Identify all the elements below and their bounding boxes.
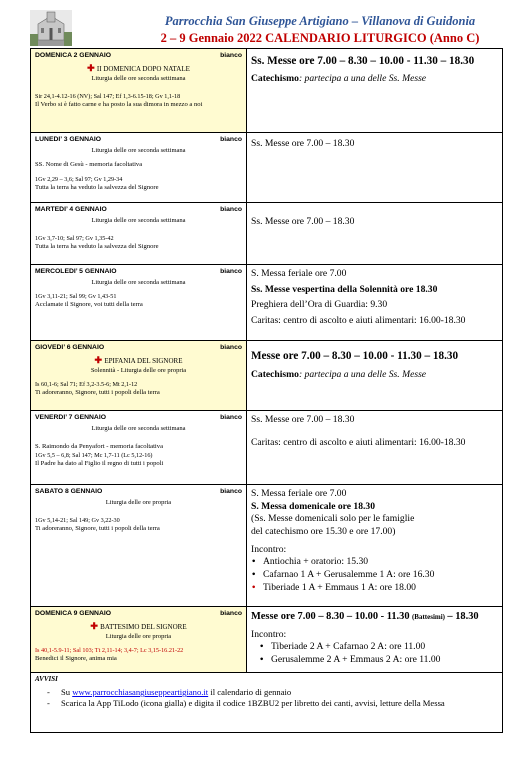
day-cell [31, 203, 247, 265]
avvisi-title: AVVISI [35, 675, 58, 683]
liturgical-color: bianco [220, 414, 242, 421]
schedule-line: – 18.30 [447, 611, 479, 622]
readings: Sir 24,1-4.12-16 (NV); Sal 147; Ef 1,3-6.15-18; Gv 1,1-18 [35, 92, 181, 100]
readings: 1Gv 5,14-21; Sal 149; Gv 3,22-30 [35, 517, 120, 525]
antiphon: Benedici il Signore, anima mia [35, 655, 117, 663]
schedule-line: Caritas: centro di ascolto e aiuti alimentari: 16.00-18.30 [251, 314, 466, 326]
schedule-cell [247, 133, 503, 203]
readings: 1Gv 3,7-10; Sal 97; Gv 1,35-42 [35, 235, 114, 243]
avvisi-item [61, 687, 498, 697]
schedule-line: (Ss. Messe domenicali solo per le famiglie [251, 513, 415, 525]
readings: Is 40,1-5.9-11; Sal 103; Tt 2,11-14; 3,4-7; Lc 3,15-16.21-22 [35, 646, 184, 654]
schedule-cell [247, 485, 503, 607]
schedule-line: S. Messa domenicale ore 18.30 [251, 500, 375, 512]
liturgy-hours: Solennità - Liturgia delle ore propria [90, 366, 187, 374]
antiphon: Il Verbo si è fatto carne e ha posto la sua dimora in mezzo a noi [35, 101, 203, 109]
incontro-item: • Cafarnao 1 A + Gerusalemme 1 A: ore 16.30 [263, 569, 498, 582]
day-cell [31, 133, 247, 203]
liturgy-hours: Liturgia delle ore seconda settimana [91, 146, 186, 154]
schedule-line: Ss. Messe ore 7.00 – 18.30 [251, 138, 355, 149]
antiphon: Il Padre ha dato al Figlio il regno di tutti i popoli [35, 459, 164, 467]
antiphon: Acclamate il Signore, voi tutti della terra [35, 301, 143, 309]
day-label: LUNEDI’ 3 GENNAIO [35, 136, 102, 143]
schedule-cell [247, 607, 503, 673]
schedule-cell [247, 203, 503, 265]
schedule-line: Ss. Messe ore 7.00 – 8.30 – 10.00 - 11.30 – 18.30 [251, 55, 475, 67]
calendar-subtitle: 2 – 9 Gennaio 2022 CALENDARIO LITURGICO (Anno C) [160, 31, 480, 45]
incontro-item: • Tiberiade 1 A + Emmaus 1 A: ore 18.00 [263, 582, 498, 595]
antiphon: Ti adoreranno, Signore, tutti i popoli della terra [35, 525, 160, 533]
day-row [31, 49, 503, 133]
schedule-line: Messe ore 7.00 – 8.30 – 10.00 - 11.30 [251, 611, 410, 622]
schedule-line: Messe ore 7.00 – 8.30 – 10.00 - 11.30 – 18.30 [251, 350, 459, 362]
day-cell [31, 341, 247, 411]
schedule-line: Preghiera dell’Ora di Guardia: 9.30 [251, 299, 388, 311]
liturgy-hours: Liturgia delle ore seconda settimana [91, 74, 186, 82]
liturgical-color: bianco [220, 136, 242, 143]
day-label: DOMENICA 2 GENNAIO [35, 52, 112, 59]
liturgy-hours: Liturgia delle ore seconda settimana [91, 278, 186, 286]
catechismo-label: Catechismo [251, 72, 299, 84]
day-cell [31, 411, 247, 485]
schedule-line: Ss. Messe ore 7.00 – 18.30 [251, 414, 355, 425]
day-row [31, 203, 503, 265]
incontro-title: Incontro: [251, 628, 287, 640]
battesimi-note: (Battesimi) [411, 613, 445, 621]
schedule-cell [247, 341, 503, 411]
cross-icon: ✚ [94, 354, 105, 365]
day-label: MERCOLEDI’ 5 GENNAIO [35, 268, 117, 275]
feast-name: BATTESIMO DEL SIGNORE [100, 622, 187, 631]
antiphon: Ti adoreranno, Signore, tutti i popoli della terra [35, 389, 160, 397]
liturgical-color: bianco [220, 344, 242, 351]
day-label: MARTEDI’ 4 GENNAIO [35, 206, 107, 213]
avvisi-prefix: Su [61, 687, 73, 697]
cross-icon: ✚ [87, 62, 97, 73]
parish-title: Parrocchia San Giuseppe Artigiano – Villanova di Guidonia [164, 14, 476, 28]
schedule-line: Ss. Messe ore 7.00 – 18.30 [251, 216, 355, 227]
day-row [31, 607, 503, 673]
schedule-line: S. Messa feriale ore 7.00 [251, 268, 347, 279]
readings: 1Gv 3,11-21; Sal 99; Gv 1,43-51 [35, 293, 117, 301]
readings: 1Gv 5,5 – 6,8; Sal 147; Mc 1,7-11 (Lc 5,12-16) [35, 451, 153, 459]
day-row [31, 265, 503, 341]
incontro-block [251, 544, 498, 595]
day-label: DOMENICA 9 GENNAIO [35, 610, 112, 617]
day-label: VENERDI’ 7 GENNAIO [35, 414, 107, 421]
liturgical-color: bianco [220, 488, 242, 495]
day-row [31, 133, 503, 203]
schedule-line: Caritas: centro di ascolto e aiuti alimentari: 16.00-18.30 [251, 436, 466, 448]
schedule-cell [247, 265, 503, 341]
feast-name: EPIFANIA DEL SIGNORE [104, 356, 183, 365]
schedule-line: del catechismo ore 15.30 e ore 17.00) [251, 525, 396, 537]
day-label: GIOVEDI’ 6 GENNAIO [35, 344, 105, 351]
avvisi-cell [31, 673, 503, 733]
liturgy-hours: Liturgia delle ore propria [105, 632, 172, 640]
cross-icon: ✚ [90, 620, 101, 631]
feast-name: II DOMENICA DOPO NATALE [96, 64, 190, 73]
day-row [31, 411, 503, 485]
parish-website-link[interactable]: www.parrocchiasangiuseppeartigiano.it [72, 687, 209, 697]
schedule-cell [247, 49, 503, 133]
day-row [31, 341, 503, 411]
incontro-item: • Tiberiade 2 A + Cafarnao 2 A: ore 11.00 [271, 641, 498, 654]
liturgy-hours: Liturgia delle ore propria [105, 498, 172, 506]
day-cell [31, 607, 247, 673]
liturgical-color: bianco [220, 268, 242, 275]
day-cell [31, 485, 247, 607]
schedule-cell [247, 411, 503, 485]
liturgical-color: bianco [220, 610, 242, 617]
catechismo-text: : partecipa a una delle Ss. Messe [298, 368, 427, 380]
day-cell [31, 49, 247, 133]
liturgical-color: bianco [220, 52, 242, 59]
avvisi-suffix: il calendario di gennaio [208, 687, 292, 697]
incontro-block [251, 629, 498, 667]
day-row [31, 485, 503, 607]
antiphon: Tutta la terra ha veduto la salvezza del Signore [35, 243, 159, 251]
incontro-item: • Antiochia + oratorio: 15.30 [263, 556, 498, 569]
readings: Is 60,1-6; Sal 71; Ef 3,2-3.5-6; Mt 2,1-12 [35, 380, 138, 388]
liturgy-hours: Liturgia delle ore seconda settimana [91, 424, 186, 432]
schedule-line: S. Messa feriale ore 7.00 [251, 488, 347, 499]
catechismo-text: : partecipa a una delle Ss. Messe [298, 72, 427, 84]
readings: 1Gv 2,29 – 3,6; Sal 97; Gv 1,29-34 [35, 175, 123, 183]
schedule-line: Ss. Messe vespertina della Solennità ore 18.30 [251, 283, 438, 295]
memorial: SS. Nome di Gesù - memoria facoltativa [35, 161, 143, 169]
catechismo-label: Catechismo [251, 368, 299, 380]
liturgy-hours: Liturgia delle ore seconda settimana [91, 216, 186, 224]
liturgical-calendar-table [30, 48, 503, 733]
memorial: S. Raimondo da Penyafort - memoria facoltativa [35, 443, 163, 451]
avvisi-row [31, 673, 503, 733]
incontro-item: • Gerusalemme 2 A + Emmaus 2 A: ore 11.00 [271, 654, 498, 667]
header [0, 0, 530, 46]
avvisi-item: - Scarica la App TiLodo (icona gialla) e digita il codice 1BZBU2 per libretto dei canti, avvisi, letture della Messa [61, 698, 498, 708]
day-label: SABATO 8 GENNAIO [35, 488, 103, 495]
antiphon: Tutta la terra ha veduto la salvezza del Signore [35, 183, 159, 191]
incontro-title: Incontro: [251, 543, 287, 555]
church-logo-icon [30, 10, 72, 46]
day-cell [31, 265, 247, 341]
liturgical-color: bianco [220, 206, 242, 213]
